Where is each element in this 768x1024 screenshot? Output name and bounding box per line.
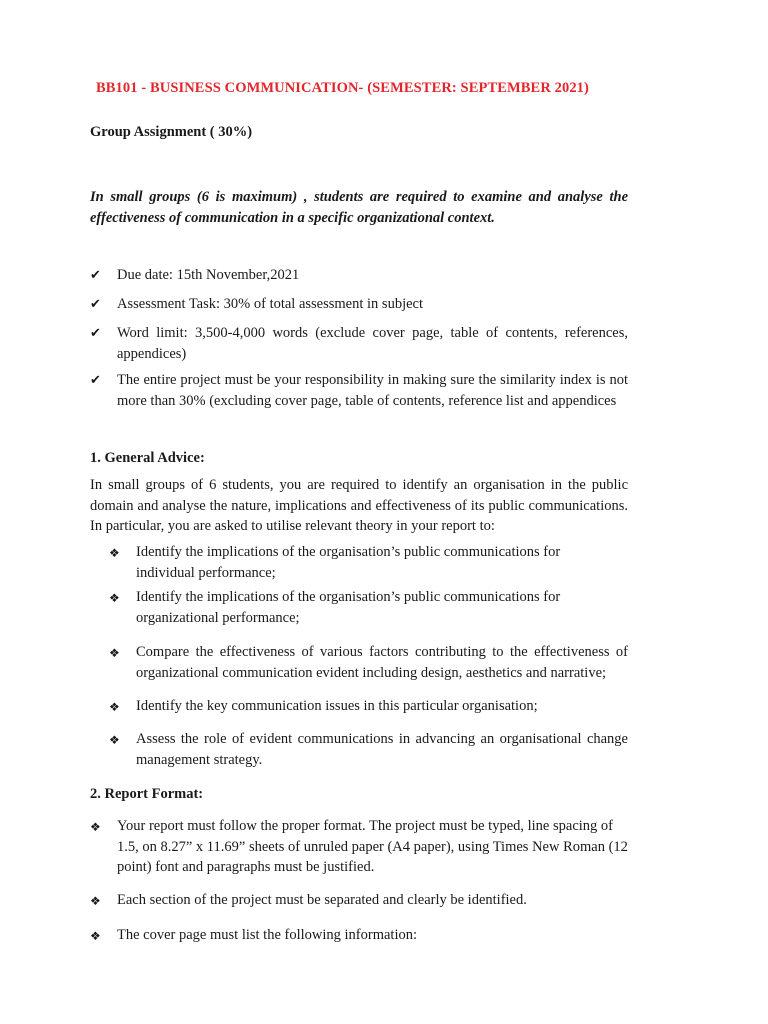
advice-list-item <box>109 542 579 583</box>
advice-list-item <box>109 587 579 628</box>
intro-paragraph: In small groups (6 is maximum) , students are required to examine and analyse the effectiveness of communication in a specific organizational context. <box>90 189 628 226</box>
diamond-bullet-icon: ❖ <box>90 894 101 908</box>
checklist-item <box>90 294 628 315</box>
check-mark-icon: ✔ <box>90 325 101 340</box>
document-title: BB101 - BUSINESS COMMUNICATION- (SEMESTER: SEPTEMBER 2021) <box>96 80 589 96</box>
assignment-subtitle: Group Assignment ( 30%) <box>90 124 253 140</box>
advice-list-item <box>109 696 628 718</box>
check-mark-icon: ✔ <box>90 296 101 311</box>
general-advice-paragraph: In small groups of 6 students, you are required to identify an organisation in the public domain and analyse the nature, implications and effectiveness of its public communications. In particular, you are asked to utilise relevant theory in your report to: <box>90 477 628 534</box>
format-item-text: Each section of the project must be separated and clearly be identified. <box>117 892 527 908</box>
checklist-item <box>90 265 628 286</box>
diamond-bullet-icon: ❖ <box>109 733 120 747</box>
diamond-bullet-icon: ❖ <box>109 646 120 660</box>
checklist-item <box>90 370 628 411</box>
format-list-item <box>90 890 630 912</box>
check-mark-icon: ✔ <box>90 267 101 282</box>
advice-item-text: Assess the role of evident communications in advancing an organisational change management strategy. <box>136 731 628 768</box>
general-advice-heading: 1. General Advice: <box>90 450 205 466</box>
checklist-text: Assessment Task: 30% of total assessment in subject <box>117 296 424 312</box>
advice-item-text: Compare the effectiveness of various factors contributing to the effectiveness of organizational communication evident including design, aesthetics and narrative; <box>136 644 628 681</box>
check-mark-icon: ✔ <box>90 372 101 387</box>
format-list-item <box>90 816 630 878</box>
advice-list-item <box>109 729 628 770</box>
diamond-bullet-icon: ❖ <box>109 546 120 560</box>
advice-item-text: Identify the key communication issues in this particular organisation; <box>136 698 538 714</box>
advice-item-text: Identify the implications of the organisation’s public communications for organizational performance; <box>136 589 561 626</box>
diamond-bullet-icon: ❖ <box>90 929 101 943</box>
diamond-bullet-icon: ❖ <box>90 820 101 834</box>
format-item-text: Your report must follow the proper format. The project must be typed, line spacing of 1.5, on 8.27” x 11.69” sheets of unruled paper (A4 paper), using Times New Roman (12 point) font and paragraphs must be justified. <box>117 818 628 875</box>
format-item-text: The cover page must list the following information: <box>117 927 418 943</box>
report-format-heading: 2. Report Format: <box>90 786 204 802</box>
advice-item-text: Identify the implications of the organisation’s public communications for individual performance; <box>136 544 561 581</box>
advice-list-item <box>109 642 628 683</box>
diamond-bullet-icon: ❖ <box>109 700 120 714</box>
checklist-item <box>90 323 628 364</box>
diamond-bullet-icon: ❖ <box>109 591 120 605</box>
checklist-text: Word limit: 3,500-4,000 words (exclude cover page, table of contents, references, appendices) <box>117 325 628 362</box>
checklist-text: The entire project must be your responsibility in making sure the similarity index is not more than 30% (excluding cover page, table of contents, reference list and appendices <box>117 372 628 409</box>
format-list-item <box>90 925 630 947</box>
checklist-text: Due date: 15th November,2021 <box>117 267 300 283</box>
